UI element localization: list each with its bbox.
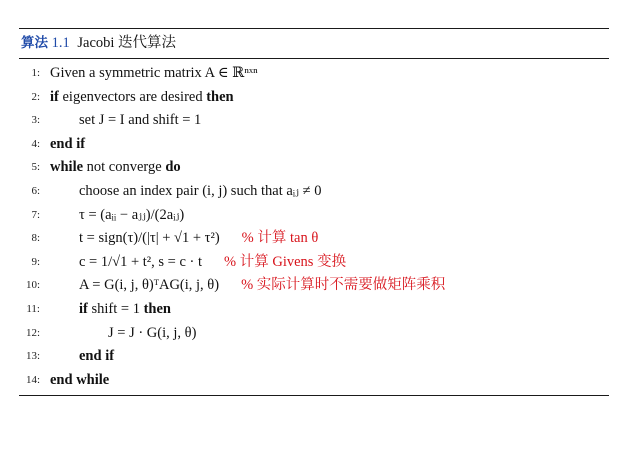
algorithm-lines xyxy=(19,59,609,395)
algorithm-line-8 xyxy=(19,227,609,251)
keyword: while xyxy=(50,159,84,176)
keyword: end if xyxy=(50,135,86,152)
algorithm-line-2 xyxy=(19,86,609,110)
line-number: 12: xyxy=(25,326,40,339)
line-number: 4: xyxy=(31,137,40,150)
line-code: choose an index pair (i, j) such that aᵢⱼ ≠ 0 xyxy=(79,182,322,199)
line-number: 6: xyxy=(31,184,40,197)
algorithm-line-6 xyxy=(19,180,609,204)
keyword: then xyxy=(143,300,171,317)
line-number: 9: xyxy=(31,255,40,268)
line-code xyxy=(79,227,318,251)
keyword: if xyxy=(79,300,88,317)
algorithm-line-10 xyxy=(19,274,609,298)
algorithm-block xyxy=(19,28,609,396)
keyword: end if xyxy=(79,348,115,365)
line-comment: % 计算 tan θ xyxy=(241,230,319,247)
algorithm-caption xyxy=(19,29,609,58)
line-number: 11: xyxy=(26,302,40,315)
algorithm-line-5 xyxy=(19,156,609,180)
line-text: t = sign(τ)/(|τ| + √1 + τ²) xyxy=(79,230,220,247)
line-number: 5: xyxy=(31,161,40,174)
line-number: 13: xyxy=(25,350,40,363)
line-code xyxy=(79,251,346,275)
line-code xyxy=(50,156,181,180)
line-number: 2: xyxy=(31,90,40,103)
caption-title: Jacobi 迭代算法 xyxy=(77,35,177,51)
algorithm-line-11 xyxy=(19,298,609,322)
line-code: Given a symmetric matrix A ∈ ℝⁿˣⁿ xyxy=(50,65,258,81)
algorithm-line-9 xyxy=(19,251,609,275)
line-text: A = G(i, j, θ)ᵀAG(i, j, θ) xyxy=(79,277,220,294)
line-code xyxy=(50,86,234,110)
caption-label: 算法 xyxy=(21,35,48,51)
algorithm-line-12 xyxy=(19,322,609,346)
keyword: then xyxy=(206,88,234,105)
line-text: eigenvectors are desired xyxy=(58,88,207,105)
line-number: 14: xyxy=(25,373,40,386)
line-code: set J = I and shift = 1 xyxy=(79,112,202,129)
line-code xyxy=(79,298,171,322)
algorithm-line-1 xyxy=(19,62,609,86)
line-comment: % 实际计算时不需要做矩阵乘积 xyxy=(241,277,446,294)
algorithm-line-4 xyxy=(19,133,609,157)
line-text: shift = 1 xyxy=(87,300,144,317)
algorithm-line-7 xyxy=(19,204,609,228)
algorithm-line-13 xyxy=(19,345,609,369)
line-code: τ = (aᵢᵢ − aⱼⱼ)/(2aᵢⱼ) xyxy=(79,206,185,223)
caption-number: 1.1 xyxy=(51,35,70,51)
line-number: 10: xyxy=(25,279,40,292)
line-number: 3: xyxy=(31,114,40,127)
keyword: do xyxy=(165,159,181,176)
line-comment: % 计算 Givens 变换 xyxy=(224,253,347,270)
line-code: J = J · G(i, j, θ) xyxy=(108,324,197,341)
line-text: c = 1/√1 + t², s = c · t xyxy=(79,253,203,270)
algorithm-line-3 xyxy=(19,109,609,133)
bottom-rule xyxy=(19,395,609,396)
line-number: 1: xyxy=(31,67,40,79)
line-number: 7: xyxy=(31,208,40,221)
line-number: 8: xyxy=(31,232,40,245)
line-text: not converge xyxy=(83,159,166,176)
keyword: if xyxy=(50,88,59,105)
algorithm-line-14 xyxy=(19,369,609,393)
keyword: end while xyxy=(50,371,110,388)
line-code xyxy=(79,274,445,298)
